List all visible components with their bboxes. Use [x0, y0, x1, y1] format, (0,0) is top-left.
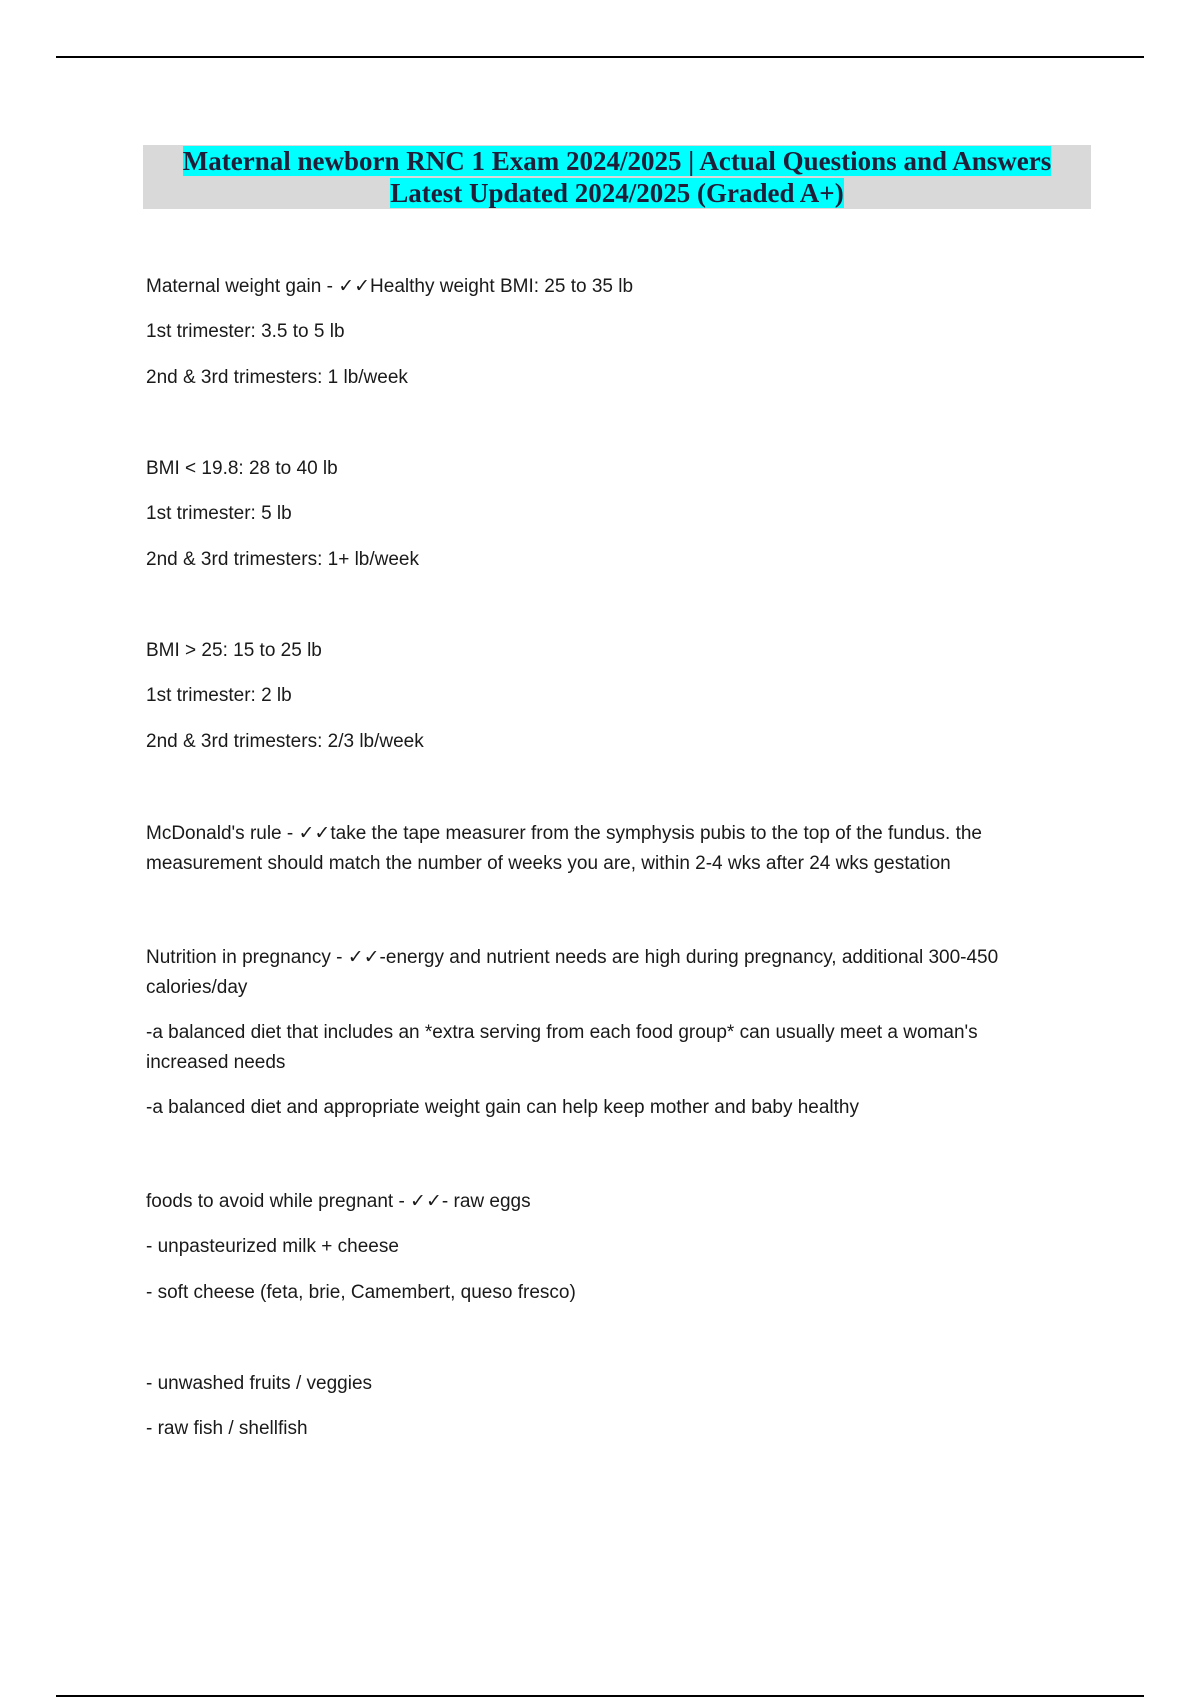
text-line: measurement should match the number of weeks you are, within 2-4 wks after 24 wks gestation [146, 853, 951, 874]
text-line: -a balanced diet that includes an *extra serving from each food group* can usually meet a woman's [146, 1022, 978, 1043]
text-line: - unpasteurized milk + cheese [146, 1236, 399, 1257]
text-line: Maternal weight gain - ✓✓Healthy weight BMI: 25 to 35 lb [146, 276, 634, 297]
title-line-2: Latest Updated 2024/2025 (Graded A+) [390, 178, 844, 208]
text-line: 2nd & 3rd trimesters: 2/3 lb/week [146, 731, 424, 752]
text-line: foods to avoid while pregnant - ✓✓- raw eggs [146, 1191, 531, 1212]
text-line: increased needs [146, 1052, 286, 1073]
text-line: McDonald's rule - ✓✓take the tape measurer from the symphysis pubis to the top of the fundus. the [146, 823, 982, 844]
text-line: calories/day [146, 977, 248, 998]
bottom-divider [56, 1695, 1144, 1697]
text-line: - soft cheese (feta, brie, Camembert, queso fresco) [146, 1282, 576, 1303]
top-divider [56, 56, 1144, 58]
text-line: - unwashed fruits / veggies [146, 1373, 373, 1394]
text-line: BMI > 25: 15 to 25 lb [146, 640, 322, 661]
text-line: 1st trimester: 5 lb [146, 503, 292, 524]
title-line-1: Maternal newborn RNC 1 Exam 2024/2025 | Actual Questions and Answers [182, 146, 1052, 176]
text-line: - raw fish / shellfish [146, 1418, 308, 1439]
text-line: 2nd & 3rd trimesters: 1+ lb/week [146, 549, 419, 570]
document-title [143, 145, 1091, 209]
text-line: 2nd & 3rd trimesters: 1 lb/week [146, 367, 408, 388]
text-line: Nutrition in pregnancy - ✓✓-energy and nutrient needs are high during pregnancy, additional 300-450 [146, 947, 999, 968]
text-line: -a balanced diet and appropriate weight gain can help keep mother and baby healthy [146, 1097, 860, 1118]
text-line: 1st trimester: 3.5 to 5 lb [146, 321, 345, 342]
text-line: 1st trimester: 2 lb [146, 685, 292, 706]
text-line: BMI < 19.8: 28 to 40 lb [146, 458, 338, 479]
